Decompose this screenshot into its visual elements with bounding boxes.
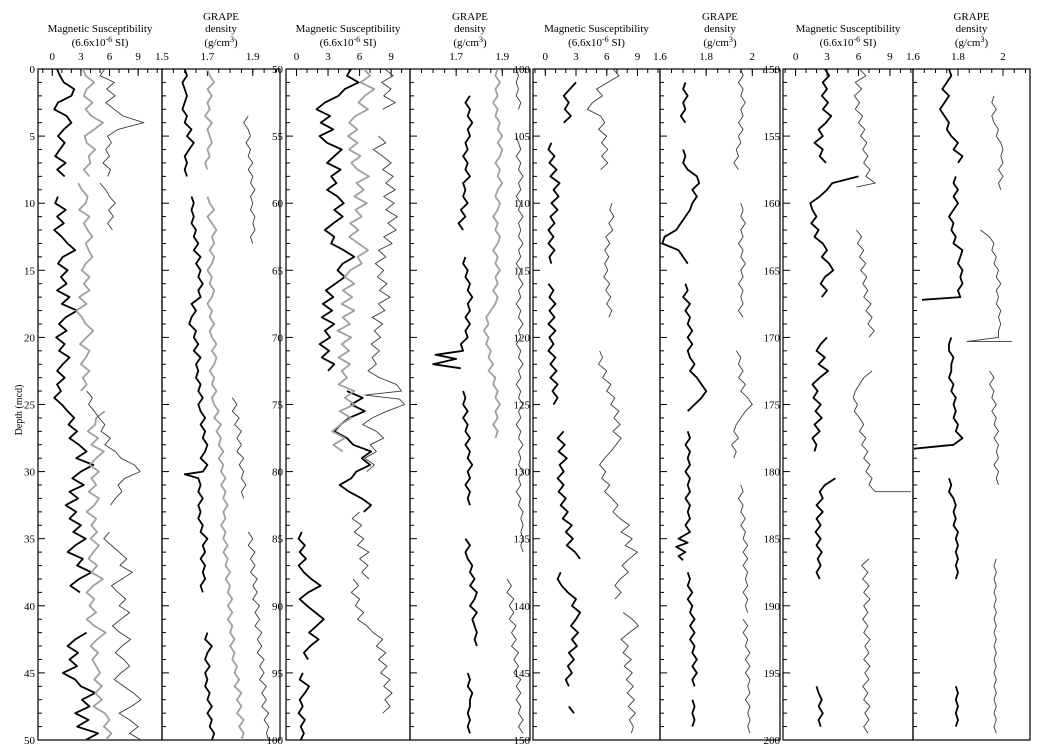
x-tick-label: 9 [388, 51, 394, 63]
panel-units: $(g/cm^3)$ [954, 35, 989, 49]
panel-5 [514, 23, 661, 747]
y-tick-label: 25 [24, 399, 35, 412]
y-tick-label: 155 [763, 131, 780, 144]
series-line-3-segment-3 [87, 391, 141, 505]
series-line-1-segment-2 [54, 197, 93, 593]
series-line-1-segment-1 [564, 82, 576, 122]
y-tick-label: 95 [272, 667, 283, 680]
y-tick-label: 35 [24, 533, 35, 546]
y-tick-label: 55 [272, 131, 283, 144]
series-line-2-segment-2 [967, 230, 1012, 341]
y-tick-label: 115 [513, 265, 530, 278]
series-line-2-segment-3 [599, 351, 638, 599]
panel-8 [906, 11, 1030, 740]
series-line-1-segment-4 [816, 478, 836, 579]
y-tick-label: 15 [24, 265, 35, 278]
x-tick-label: 1.6 [906, 51, 920, 63]
x-tick-label: 3 [325, 51, 331, 63]
x-tick-label: 9 [634, 51, 641, 63]
series-line-2-segment-2 [739, 203, 746, 317]
y-tick-label: 60 [272, 198, 283, 211]
series-line-1-segment-1 [940, 69, 963, 163]
panel-title: Magnetic Susceptibility [295, 23, 401, 35]
y-tick-label: 100 [266, 735, 283, 747]
series-line-1-segment-4 [465, 539, 477, 646]
x-tick-label: 3 [573, 51, 579, 63]
panel-title: Magnetic Susceptibility [47, 23, 153, 35]
series-line-1-segment-2 [185, 197, 208, 593]
panel-4 [410, 11, 530, 740]
panel-title: GRAPE [202, 11, 240, 23]
y-tick-label: 45 [24, 667, 35, 680]
series-line-1-segment-5 [468, 673, 473, 733]
y-tick-label: 135 [513, 533, 530, 546]
panel-subtitle: density [454, 23, 486, 35]
panel-units: ($6.6x10^{-6}$ SI) [819, 35, 877, 49]
y-tick-label: 150 [763, 64, 780, 76]
y-tick-label: 90 [272, 600, 283, 613]
series-line-2-segment-1 [734, 69, 746, 170]
y-tick-label: 165 [763, 265, 780, 278]
panel-frame [783, 69, 913, 740]
x-tick-label: 6 [855, 51, 862, 63]
series-line-2-segment-1 [587, 69, 619, 170]
x-tick-label: 0 [293, 51, 300, 63]
series-line-1-segment-2 [662, 150, 699, 264]
panels [24, 11, 1030, 747]
series-line-1-segment-3 [812, 337, 828, 451]
panel-title: GRAPE [701, 11, 739, 23]
y-tick-label: 50 [272, 64, 283, 76]
series-line-1-segment-5 [558, 572, 581, 686]
y-tick-label: 75 [272, 399, 283, 412]
series-line-1-segment-3 [683, 284, 706, 412]
panel-1 [24, 23, 162, 747]
x-tick-label: 1.8 [699, 51, 714, 63]
series-line-3-segment-2 [363, 136, 405, 472]
x-tick-label: 1.5 [155, 51, 169, 63]
y-tick-label: 160 [763, 198, 780, 211]
series-line-1-segment-5 [688, 572, 697, 686]
series-line-3-segment-4 [351, 579, 392, 713]
series-line-2-segment-2 [207, 197, 243, 741]
x-tick-label: 3 [78, 51, 84, 63]
x-tick-label: 2 [1000, 51, 1006, 63]
series-line-1-segment-2 [922, 176, 963, 299]
series-line-3-segment-2 [232, 398, 246, 499]
y-tick-label: 10 [24, 198, 35, 211]
series-line-2-segment-2 [856, 230, 874, 337]
panel-units: $(g/cm^3)$ [453, 35, 487, 49]
series-line-1-segment-5 [817, 686, 823, 726]
y-tick-label: 190 [763, 600, 780, 613]
y-tick-label: 40 [24, 600, 35, 613]
panel-frame [660, 69, 780, 740]
series-line-2-segment-4 [994, 559, 996, 734]
x-tick-label: 2 [749, 51, 756, 63]
y-tick-label: 70 [272, 332, 283, 345]
y-axis-label: Depth (mcd) [14, 384, 25, 436]
x-tick-label: 1.7 [200, 51, 215, 63]
series-line-2-segment-1 [992, 96, 1003, 190]
panel-units: $(g/cm^3)$ [703, 35, 737, 49]
panel-units: ($6.6x10^{-6}$ SI) [319, 35, 377, 49]
panel-units: $(g/cm^3)$ [204, 35, 238, 49]
series-line-1-segment-1 [815, 69, 832, 163]
x-tick-label: 0 [792, 51, 799, 63]
y-tick-label: 195 [763, 667, 780, 680]
series-line-1-segment-3 [205, 633, 214, 740]
y-tick-label: 170 [763, 332, 780, 345]
series-line-1-segment-3 [548, 284, 557, 405]
series-line-1-segment-3 [299, 532, 324, 660]
x-tick-label: 6 [106, 51, 113, 63]
series-line-3-segment-3 [248, 532, 269, 740]
series-line-1-segment-4 [676, 431, 690, 560]
series-line-2-segment-1 [854, 69, 875, 187]
series-line-1-segment-2 [433, 257, 472, 368]
panel-subtitle: density [205, 23, 237, 35]
series-line-1-segment-2 [334, 391, 371, 512]
y-tick-label: 80 [272, 466, 283, 479]
x-tick-label: 6 [603, 51, 610, 63]
panel-3 [267, 23, 411, 747]
y-tick-label: 150 [513, 735, 530, 747]
panel-frame [162, 69, 280, 740]
y-tick-label: 85 [272, 533, 283, 546]
y-tick-label: 30 [24, 466, 35, 479]
x-tick-label: 3 [824, 51, 830, 63]
x-tick-label: 9 [887, 51, 893, 63]
series-line-2-segment-3 [853, 371, 911, 492]
series-line-3-segment-4 [104, 532, 141, 740]
x-tick-label: 1.9 [245, 51, 260, 63]
panel-subtitle: density [704, 23, 736, 35]
y-tick-label: 105 [513, 131, 530, 144]
series-line-1-segment-1 [317, 69, 359, 371]
x-tick-label: 1.9 [495, 51, 510, 63]
y-tick-label: 50 [24, 735, 35, 747]
series-line-1-segment-4 [558, 431, 581, 559]
series-line-1-segment-2 [810, 176, 858, 297]
y-tick-label: 0 [29, 64, 35, 76]
x-tick-label: 1.7 [449, 51, 464, 63]
y-tick-label: 175 [763, 399, 780, 412]
panel-subtitle: density [955, 23, 988, 35]
x-tick-label: 1.8 [951, 51, 965, 63]
y-tick-label: 20 [24, 332, 35, 345]
series-line-1-segment-3 [463, 391, 472, 505]
series-line-2-segment-5 [743, 619, 750, 733]
series-line-3-segment-1 [244, 116, 255, 244]
series-line-2-segment-2 [604, 203, 614, 317]
series-line-1-segment-4 [299, 673, 310, 740]
panel-title: Magnetic Susceptibility [544, 23, 649, 35]
panel-units: ($6.6x10^{-6}$ SI) [568, 35, 625, 49]
panel-7 [764, 23, 914, 747]
x-tick-label: 6 [356, 51, 363, 63]
y-tick-label: 65 [272, 265, 283, 278]
y-tick-label: 125 [513, 399, 530, 412]
series-line-1-segment-1 [681, 82, 688, 122]
panel-2 [155, 11, 280, 740]
y-tick-label: 100 [513, 64, 530, 76]
panel-6 [653, 11, 780, 740]
series-line-2-segment-1 [205, 69, 214, 170]
x-tick-label: 0 [49, 51, 56, 63]
y-tick-label: 5 [29, 131, 35, 144]
panel-frame [533, 69, 660, 740]
y-tick-label: 140 [513, 600, 530, 613]
series-line-2-segment-1 [484, 69, 503, 438]
series-line-1-segment-6 [692, 700, 694, 727]
panel-units: ($6.6x10^{-6}$ SI) [71, 35, 129, 49]
series-line-2-segment-4 [862, 559, 870, 734]
y-tick-label: 200 [763, 735, 780, 747]
series-line-3-segment-1 [382, 69, 396, 109]
series-line-3-segment-2 [100, 183, 115, 230]
series-line-2-segment-4 [621, 613, 638, 734]
series-line-3-segment-3 [352, 512, 369, 579]
series-line-2-segment-4 [739, 485, 748, 613]
x-tick-label: 0 [542, 51, 549, 63]
y-tick-label: 130 [513, 466, 530, 479]
series-line-2-segment-1 [83, 69, 103, 176]
panel-frame [410, 69, 530, 740]
series-line-2-segment-3 [732, 351, 753, 458]
y-tick-label: 145 [513, 667, 530, 680]
panel-frame [913, 69, 1030, 740]
series-line-1-segment-6 [569, 706, 574, 713]
series-line-3-segment-1 [100, 69, 144, 176]
x-tick-label: 1.6 [653, 51, 667, 63]
y-tick-label: 120 [513, 332, 530, 345]
y-tick-label: 180 [763, 466, 780, 479]
series-line-2-segment-2 [76, 183, 93, 391]
series-line-1-segment-3 [913, 337, 963, 448]
y-tick-label: 110 [513, 198, 530, 211]
series-line-1-segment-1 [54, 69, 74, 176]
series-line-1-segment-1 [182, 69, 193, 176]
panel-frame [286, 69, 410, 740]
series-line-1-segment-5 [956, 686, 958, 726]
panel-title: GRAPE [953, 11, 990, 23]
panel-title: GRAPE [451, 11, 489, 23]
y-tick-label: 185 [763, 533, 780, 546]
panel-title: Magnetic Susceptibility [795, 23, 901, 35]
x-tick-label: 9 [135, 51, 141, 63]
series-line-1-segment-1 [459, 96, 473, 230]
series-line-1-segment-4 [949, 478, 958, 579]
series-line-1-segment-2 [548, 143, 559, 264]
series-line-2-segment-3 [990, 371, 999, 485]
